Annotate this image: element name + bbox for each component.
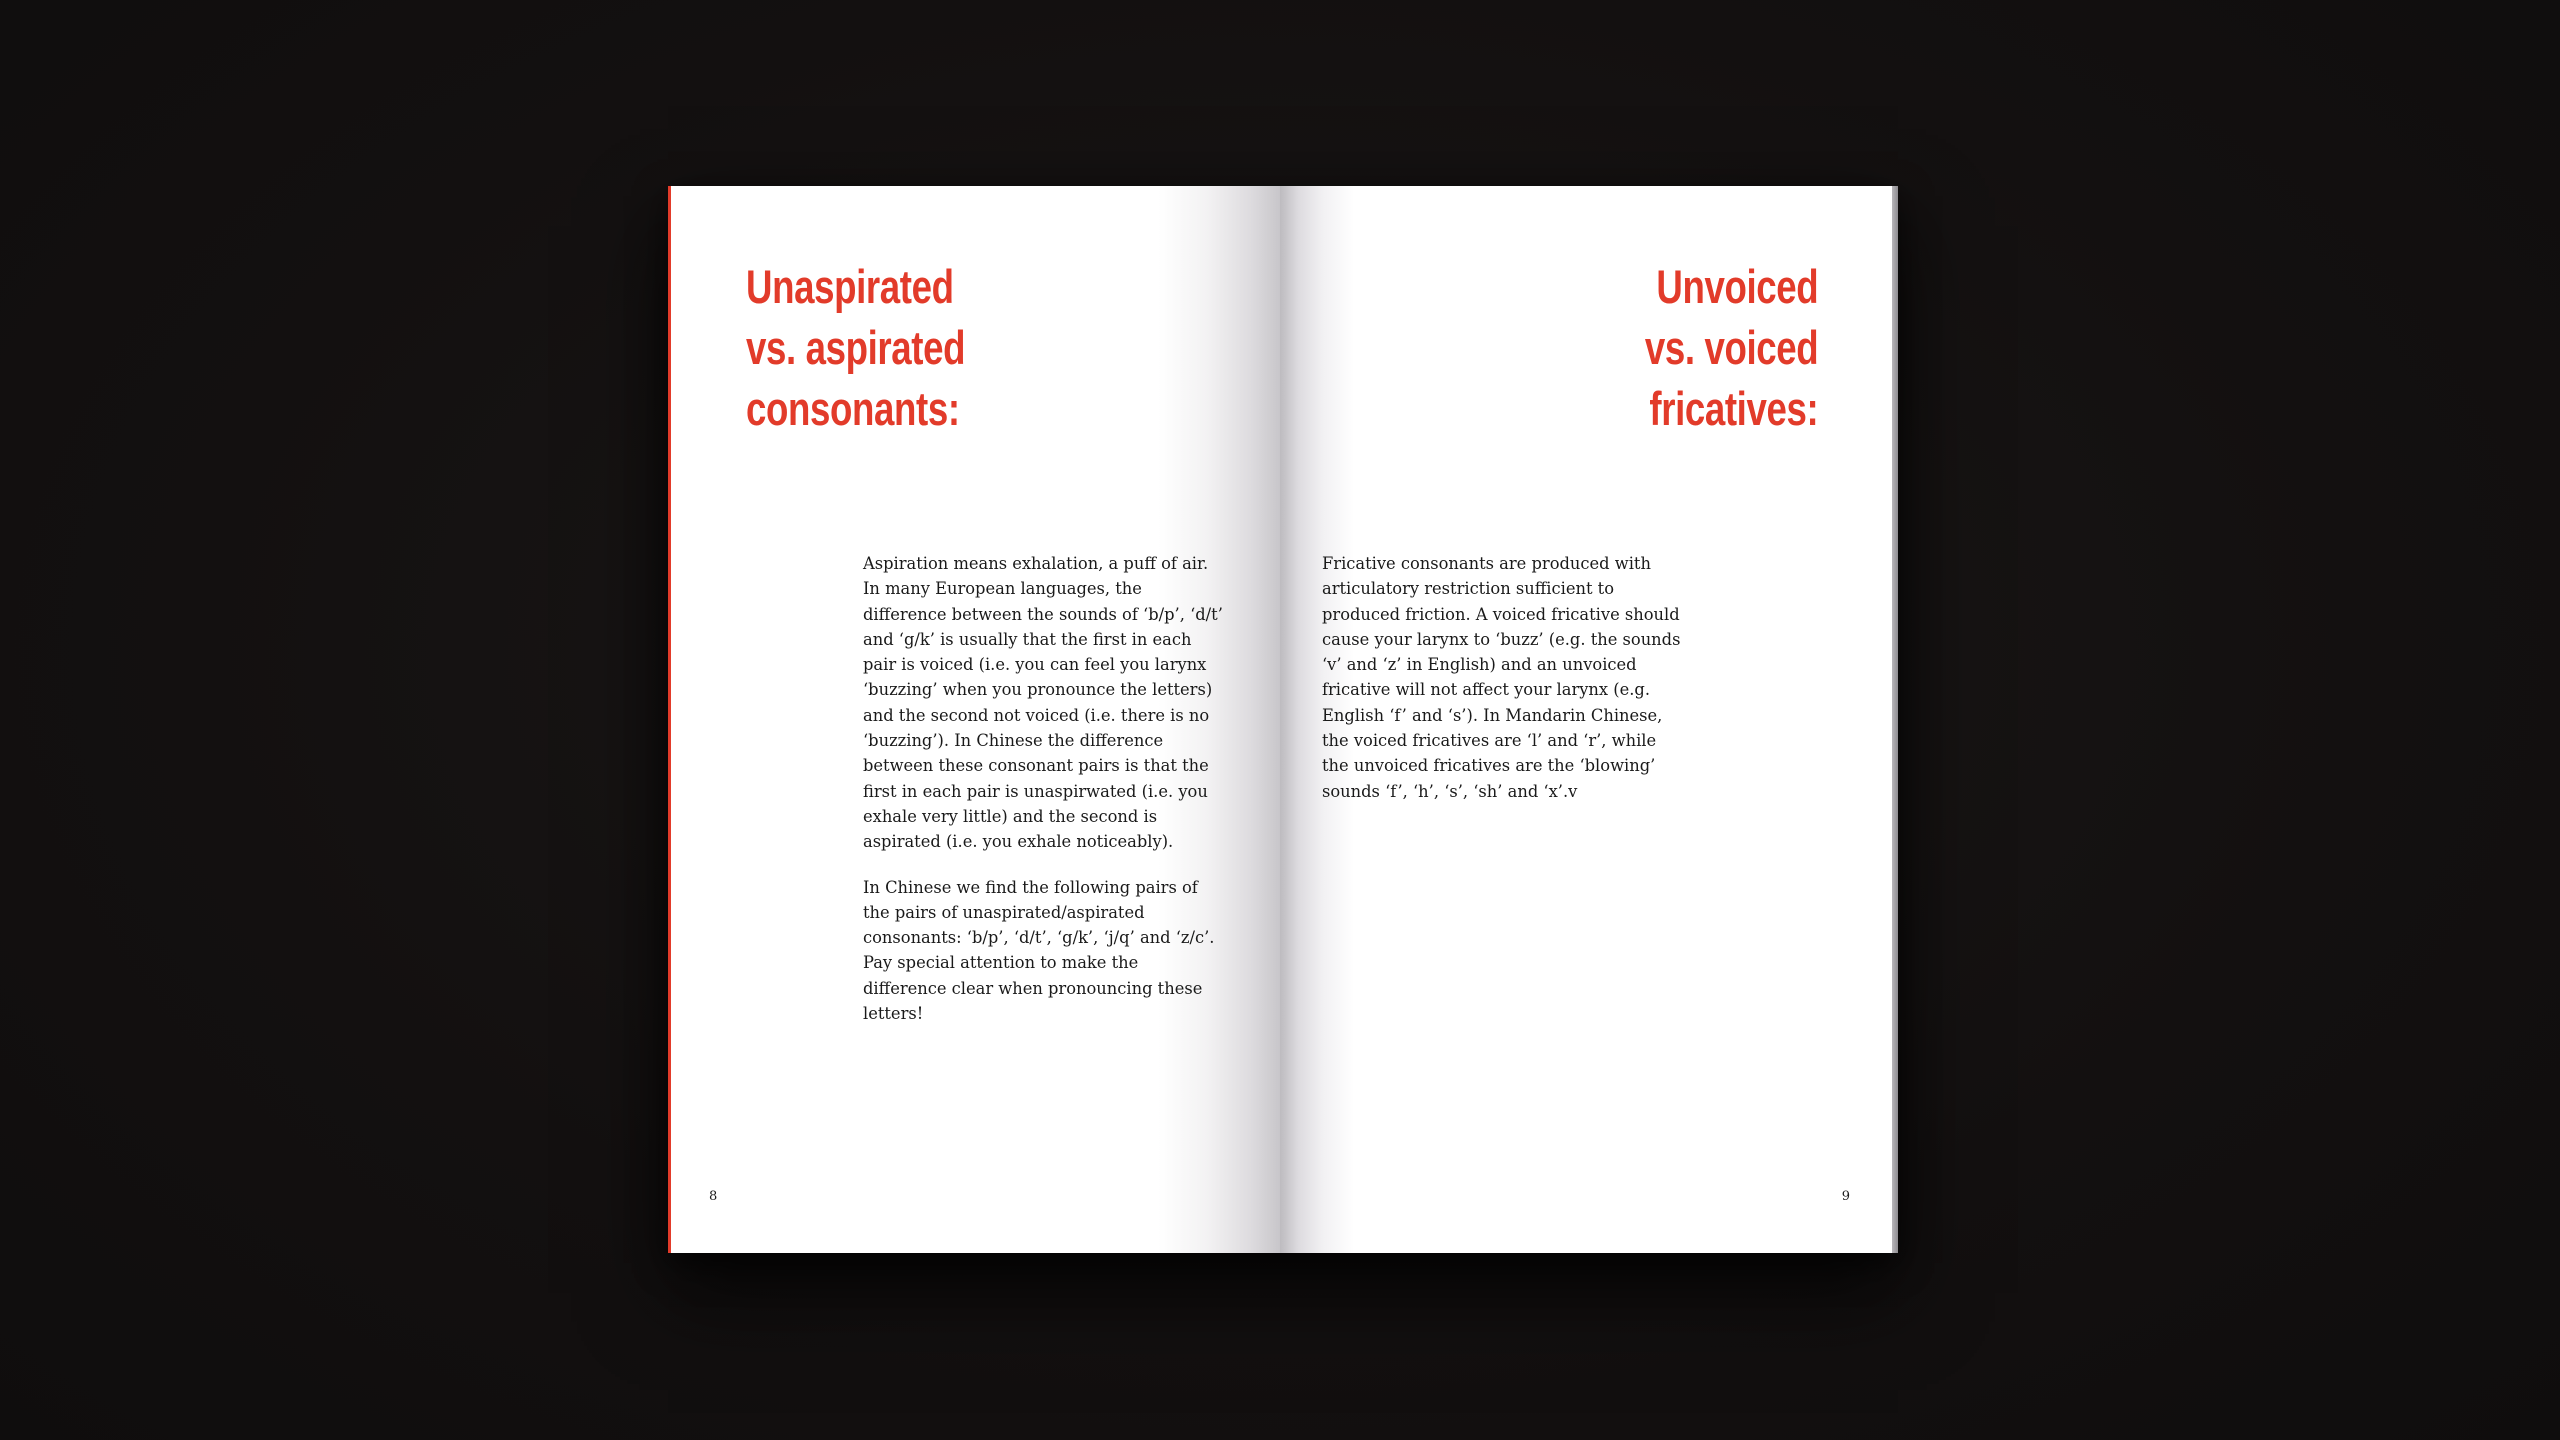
left-paragraph-2: In Chinese we find the following pairs of the pairs of unaspirated/aspirated consonants: ‘b/p’, ‘d/t’, ‘g/k’, ‘j/q’ and ‘z/c’. Pay special attention to make the difference clear when pronouncing these letters! [863,877,1215,1024]
right-page-body [1322,551,1682,824]
right-heading-line-2: vs. voiced [1644,321,1818,374]
page-number-left: 8 [709,1189,718,1204]
page-edge-shadow [1892,186,1898,1253]
open-booklet [668,186,1898,1253]
right-heading-line-3: fricatives: [1649,382,1818,435]
left-paragraph-1: Aspiration means exhalation, a puff of air. In many European languages, the difference between the sounds of ‘b/p’, ‘d/t’ and ‘g/k’ is usually that the first in each pair is voiced (i.e. you can feel you larynx ‘buzzing’ when you pronounce the letters) and the second not voiced (i.e. there is no ‘buzzing’). In Chinese the difference between these consonant pairs is that the first in each pair is unaspirwated (i.e. you exhale very little) and the second is aspirated (i.e. you exhale noticeably). [863,554,1223,852]
left-heading-line-1: Unaspirated [746,260,954,313]
page-number-right: 9 [1841,1189,1850,1204]
left-heading-line-3: consonants: [746,382,960,435]
right-heading-line-1: Unvoiced [1656,260,1818,313]
right-page-heading [1645,256,1818,439]
right-paragraph-1: Fricative consonants are produced with articulatory restriction sufficient to produced friction. A voiced fricative should cause your larynx to ‘buzz’ (e.g. the sounds ‘v’ and ‘z’ in English) and an unvoiced fricative will not affect your larynx (e.g. English ‘f’ and ‘s’). In Mandarin Chinese, the voiced fricatives are ‘l’ and ‘r’, while the unvoiced fricatives are the ‘blowing’ sounds ‘f’, ‘h’, ‘s’, ‘sh’ and ‘x’.v [1322,554,1681,801]
left-page-body [863,551,1223,1046]
right-page [1280,186,1898,1253]
left-page [668,186,1280,1253]
left-page-heading [746,256,965,439]
left-heading-line-2: vs. aspirated [746,321,966,374]
